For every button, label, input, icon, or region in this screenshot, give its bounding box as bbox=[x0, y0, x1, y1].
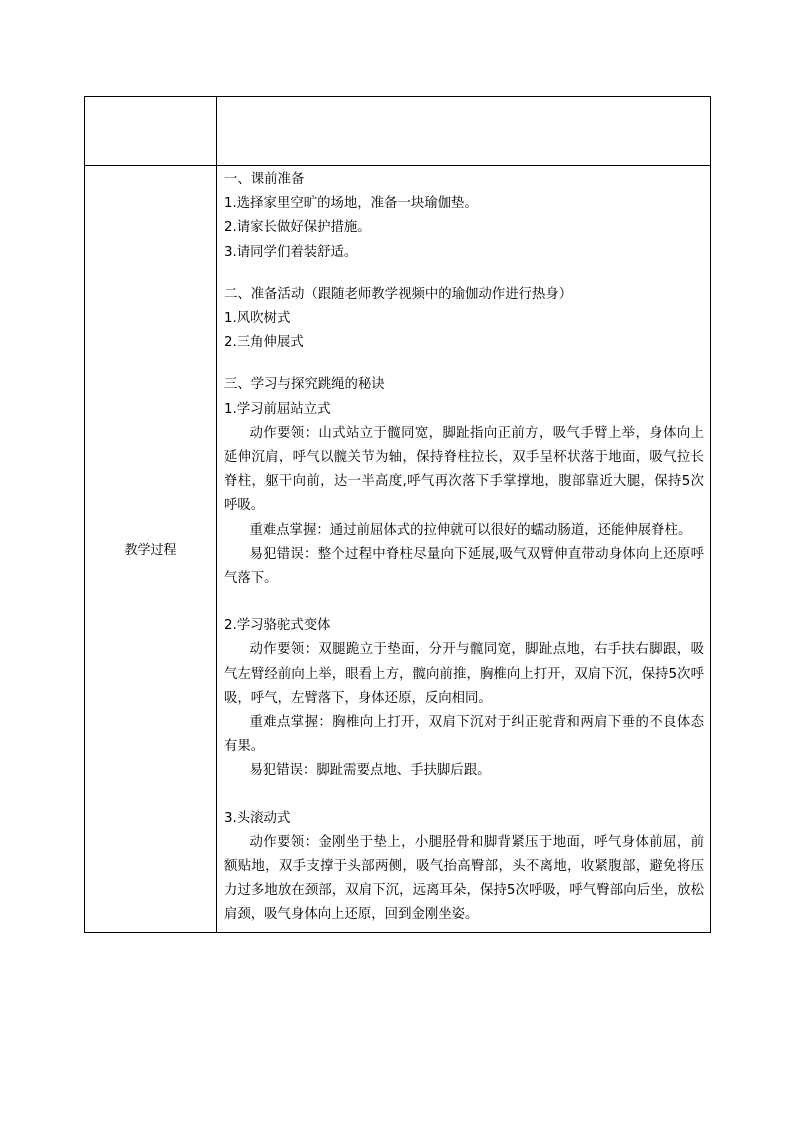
spacer bbox=[224, 784, 704, 807]
sub-1-title: 1.学习前屈站立式 bbox=[224, 401, 331, 417]
section-2-item: 2.三角伸展式 bbox=[224, 335, 304, 351]
spacer bbox=[224, 355, 704, 373]
teaching-process-content bbox=[217, 166, 711, 933]
sub-2-mistakes: 易犯错误：脚趾需要点地、手扶脚后跟。 bbox=[249, 763, 491, 779]
section-2-item: 1.风吹树式 bbox=[224, 311, 291, 327]
sub-1-essentials: 动作要领：山式站立于髋同宽，脚趾指向正前方，吸气手臂上举，身体向上延伸沉肩，呼气以髋关节为轴，保持脊柱拉长，双手呈杯状落于地面，吸气拉长脊柱，躯干向前，达一半高度,呼气再次落下手掌撑地，腹部靠近大腿，保持5次呼吸。 bbox=[224, 425, 704, 514]
spacer bbox=[224, 591, 704, 614]
section-1-item: 1.选择家里空旷的场地，准备一块瑜伽垫。 bbox=[224, 196, 478, 212]
sub-3-title: 3.头滚动式 bbox=[224, 810, 291, 826]
spacer bbox=[224, 265, 704, 283]
empty-content-cell bbox=[217, 97, 711, 166]
table-row-teaching-process bbox=[85, 166, 711, 933]
sub-3-essentials: 动作要领：金刚坐于垫上，小腿胫骨和脚背紧压于地面，呼气身体前屈，前额贴地，双手支撑于头部两侧，吸气抬高臀部，头不离地，收紧腹部，避免将压力过多地放在颈部，双肩下沉，远离耳朵，保持5次呼吸，呼气臀部向后坐，放松肩颈，吸气身体向上还原，回到金刚坐姿。 bbox=[224, 834, 704, 923]
section-1-item: 2.请家长做好保护措施。 bbox=[224, 220, 371, 236]
section-3-heading: 三、学习与探究跳绳的秘诀 bbox=[224, 377, 385, 393]
sub-1-mistakes: 易犯错误：整个过程中脊柱尽量向下延展,吸气双臂伸直带动身体向上还原呼气落下。 bbox=[224, 546, 704, 587]
section-1-heading: 一、课前准备 bbox=[224, 172, 305, 187]
sub-2-essentials: 动作要领：双腿跪立于垫面，分开与髋同宽，脚趾点地，右手扶右脚跟，吸气左臂经前向上举，眼看上方，髋向前推，胸椎向上打开，双肩下沉，保持5次呼吸，呼气，左臂落下，身体还原，反向相同。 bbox=[224, 642, 704, 706]
section-2-heading: 二、准备活动（跟随老师教学视频中的瑜伽动作进行热身） bbox=[224, 286, 573, 302]
sub-2-title: 2.学习骆驼式变体 bbox=[224, 618, 331, 634]
section-1-item: 3.请同学们着装舒适。 bbox=[224, 244, 358, 260]
teaching-process-label: 教学过程 bbox=[85, 166, 217, 933]
sub-1-keypoints: 重难点掌握：通过前屈体式的拉伸就可以很好的蠕动肠道，还能伸展脊柱。 bbox=[249, 522, 692, 538]
empty-label-cell bbox=[85, 97, 217, 166]
lesson-plan-table bbox=[84, 96, 711, 933]
sub-2-keypoints: 重难点掌握：胸椎向上打开，双肩下沉对于纠正驼背和两肩下垂的不良体态有果。 bbox=[224, 715, 704, 755]
table-row-top bbox=[85, 97, 711, 166]
